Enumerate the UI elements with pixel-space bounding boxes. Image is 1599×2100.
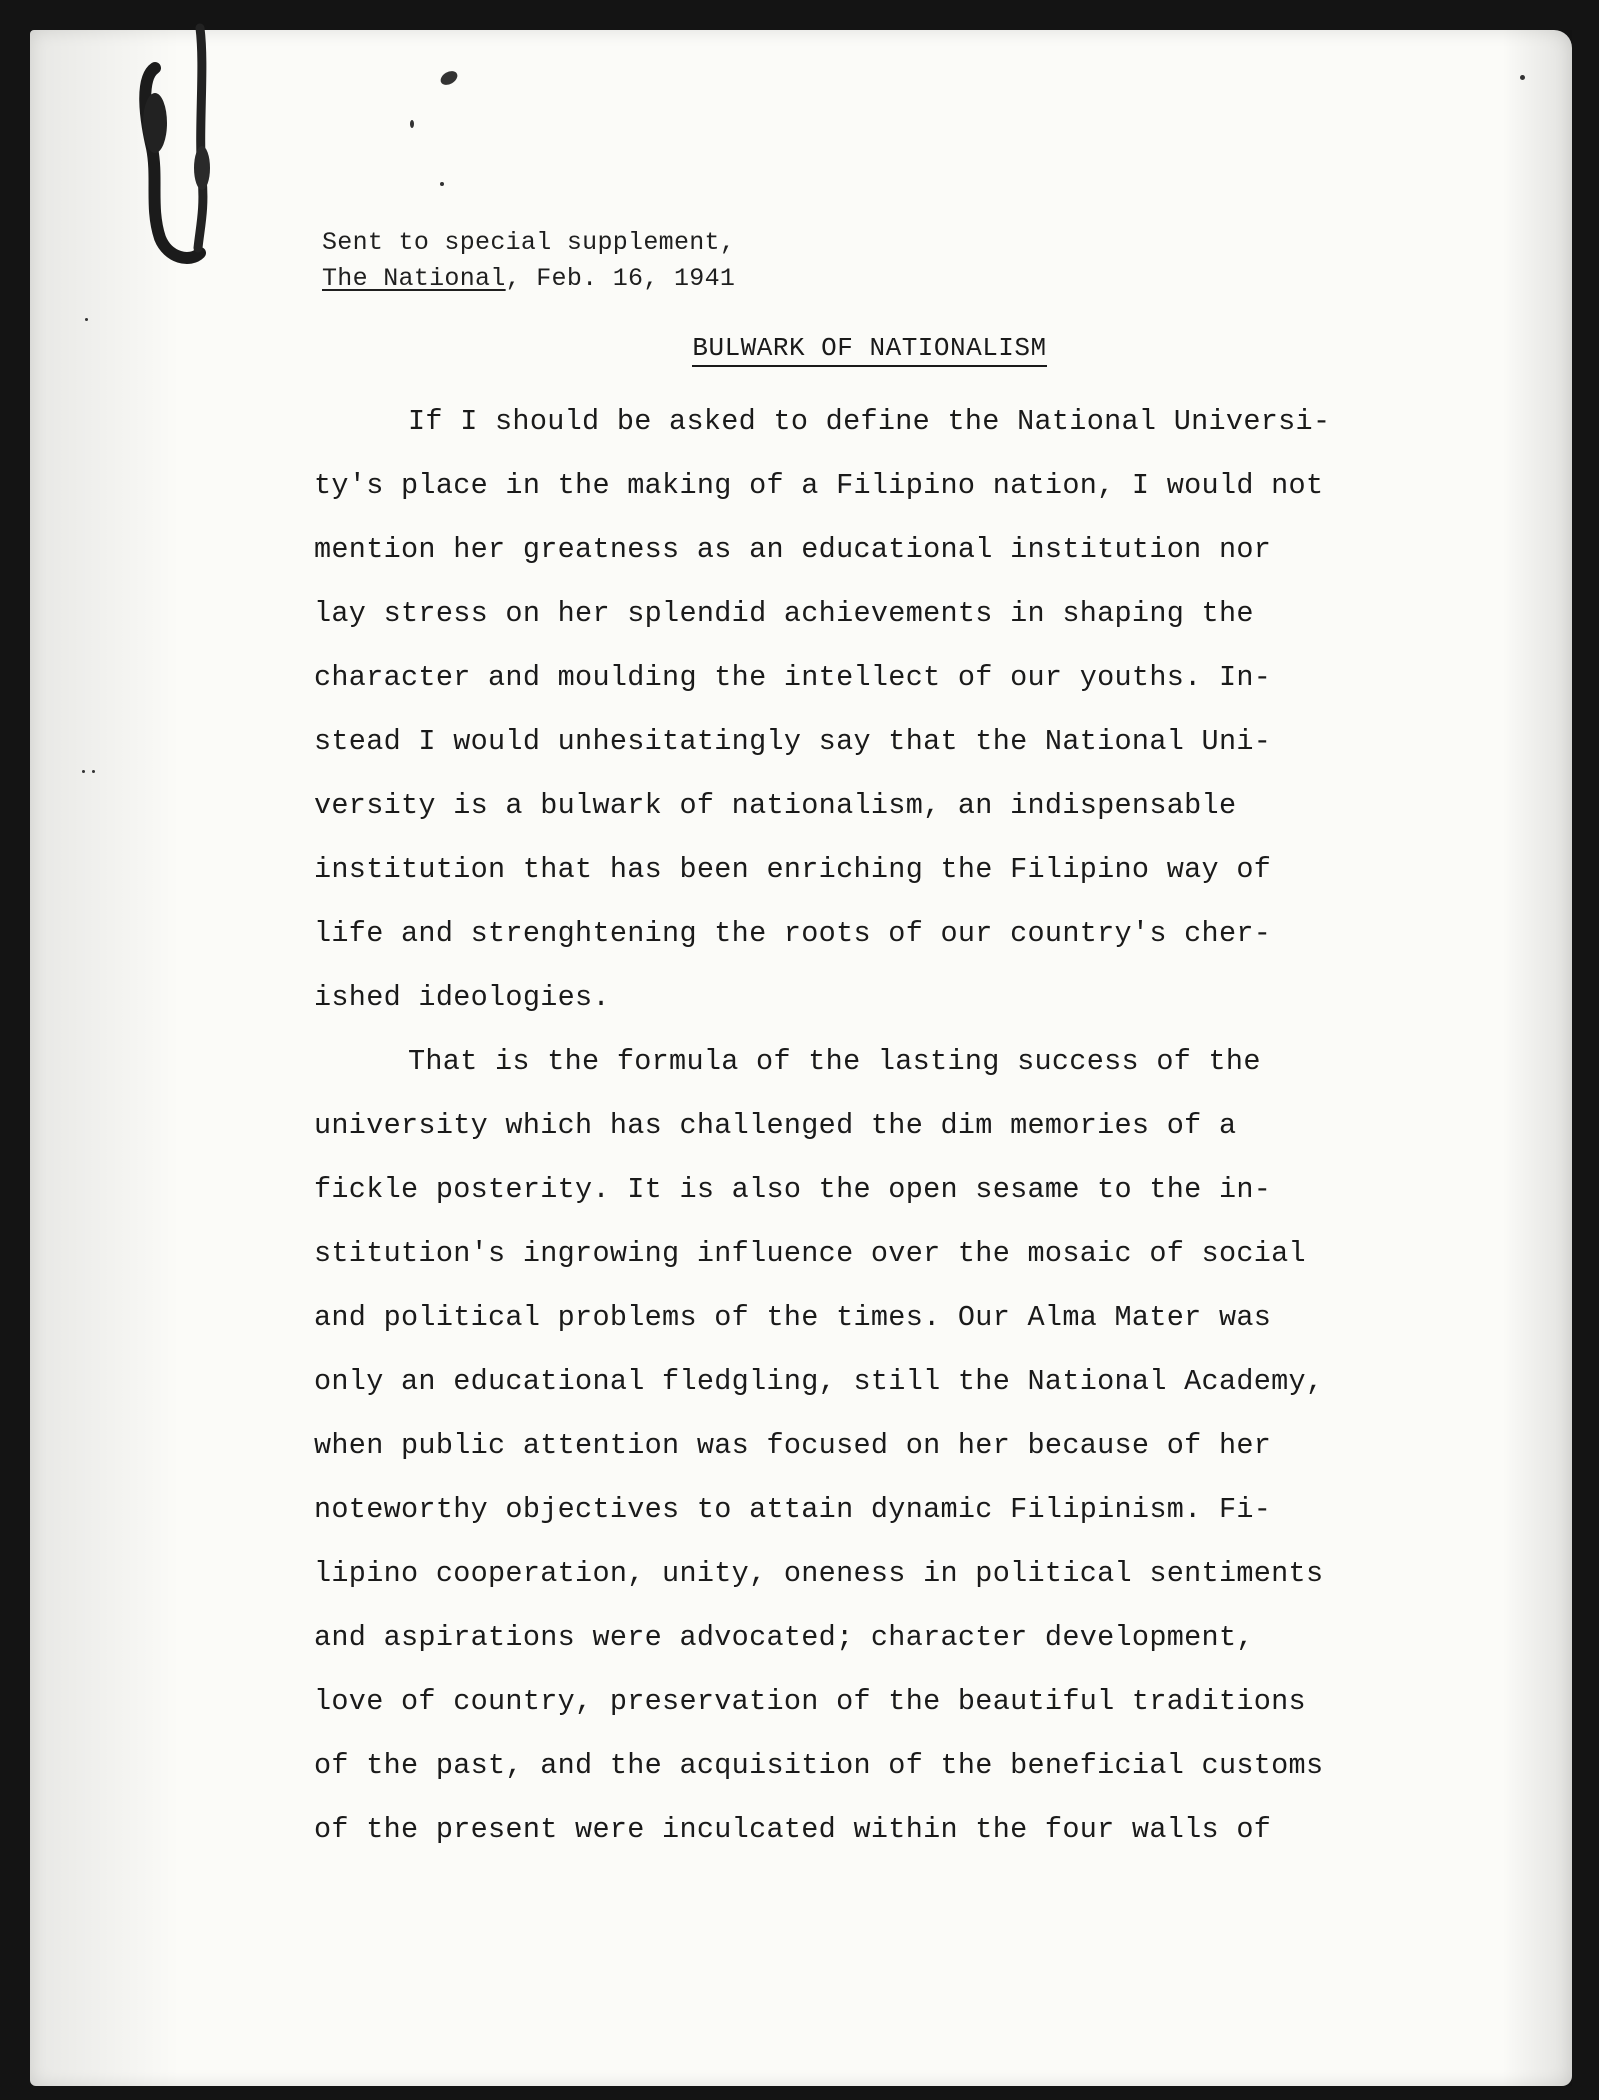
ink-speck xyxy=(92,770,95,773)
text-line: mention her greatness as an educational institution nor xyxy=(314,533,1272,566)
ink-speck xyxy=(410,120,414,128)
text-line: lipino cooperation, unity, oneness in political sentiments xyxy=(314,1557,1324,1590)
ink-speck xyxy=(440,182,444,186)
text-line: when public attention was focused on her because of her xyxy=(314,1429,1272,1462)
ink-speck xyxy=(82,770,85,773)
ink-speck xyxy=(85,318,88,321)
text-line: stead I would unhesitatingly say that the National Uni- xyxy=(314,725,1272,758)
text-line: love of country, preservation of the beautiful traditions xyxy=(314,1685,1306,1718)
paragraph-1 xyxy=(314,390,1444,1030)
text-line: university which has challenged the dim memories of a xyxy=(314,1109,1237,1142)
publication-name: The National xyxy=(322,264,506,293)
publication-date: , Feb. 16, 1941 xyxy=(505,264,736,293)
text-line: and aspirations were advocated; character development, xyxy=(314,1621,1254,1654)
text-line: That is the formula of the lasting success of the xyxy=(408,1045,1261,1078)
text-line: ished ideologies. xyxy=(314,981,610,1014)
text-line: noteworthy objectives to attain dynamic Filipinism. Fi- xyxy=(314,1493,1272,1526)
document-title xyxy=(0,333,1599,367)
text-line: of the past, and the acquisition of the beneficial customs xyxy=(314,1749,1324,1782)
text-line: life and strenghtening the roots of our country's cher- xyxy=(314,917,1272,950)
ink-stain-icon xyxy=(110,8,240,268)
title-text: BULWARK OF NATIONALISM xyxy=(692,333,1046,367)
header-line-supplement: Sent to special supplement, xyxy=(322,228,736,257)
text-line: ty's place in the making of a Filipino nation, I would not xyxy=(314,469,1324,502)
document-header xyxy=(322,225,735,297)
text-line: fickle posterity. It is also the open sesame to the in- xyxy=(314,1173,1272,1206)
ink-speck xyxy=(1520,75,1525,80)
text-line: and political problems of the times. Our Alma Mater was xyxy=(314,1301,1272,1334)
text-line: lay stress on her splendid achievements in shaping the xyxy=(314,597,1254,630)
text-line: versity is a bulwark of nationalism, an indispensable xyxy=(314,789,1237,822)
text-line: stitution's ingrowing influence over the mosaic of social xyxy=(314,1237,1306,1270)
text-line: institution that has been enriching the Filipino way of xyxy=(314,853,1272,886)
text-line: only an educational fledgling, still the National Academy, xyxy=(314,1365,1324,1398)
text-line: character and moulding the intellect of our youths. In- xyxy=(314,661,1272,694)
document-body xyxy=(314,390,1444,1862)
text-line: If I should be asked to define the National Universi- xyxy=(408,405,1331,438)
header-line-publication xyxy=(322,261,735,297)
paragraph-2 xyxy=(314,1030,1444,1862)
text-line: of the present were inculcated within the four walls of xyxy=(314,1813,1272,1846)
